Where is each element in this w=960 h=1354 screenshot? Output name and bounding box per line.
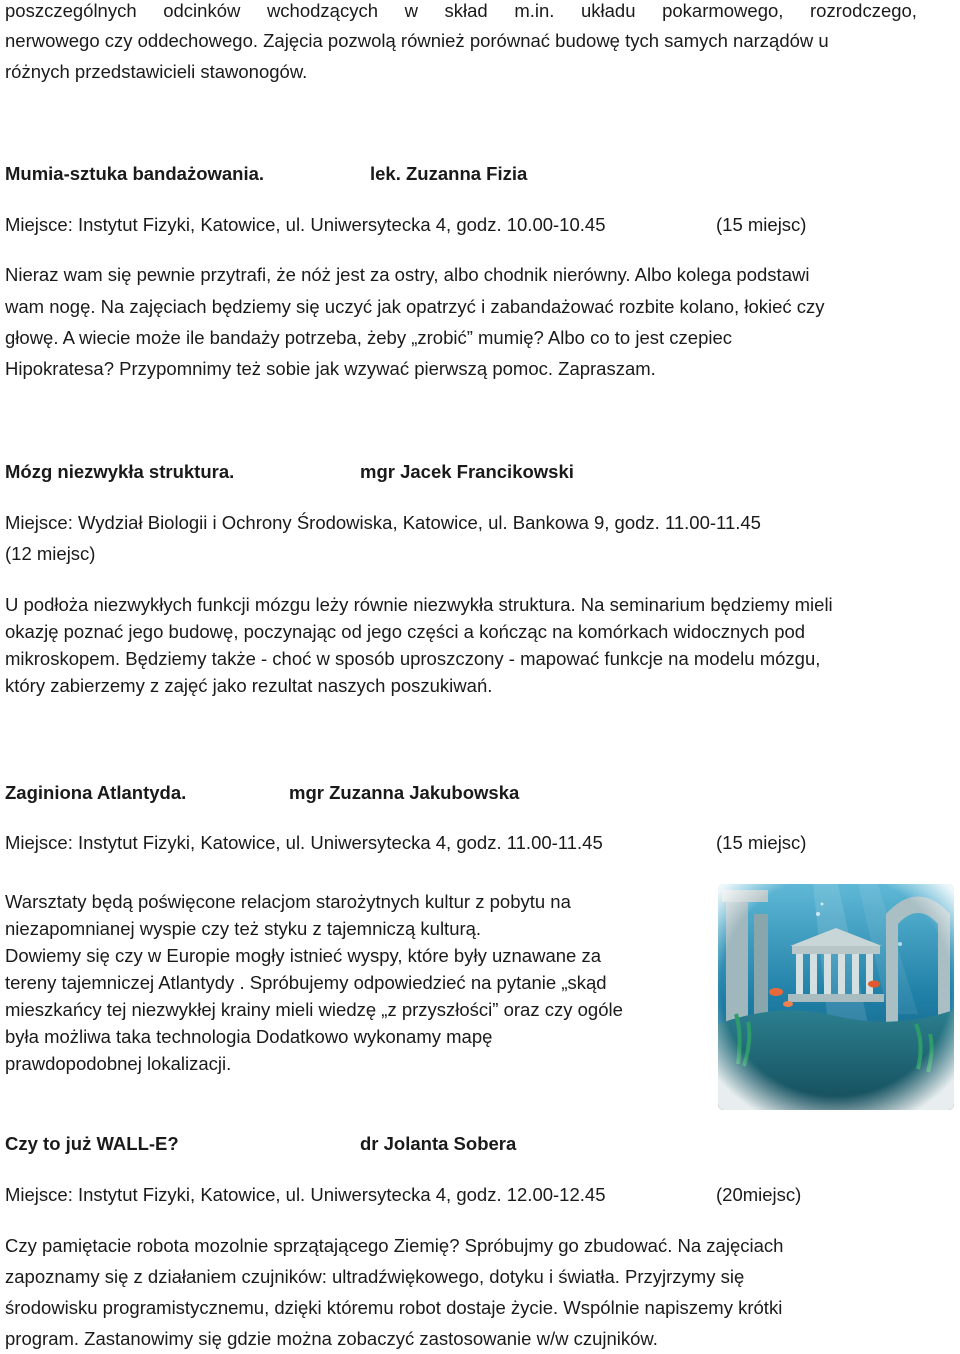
desc-line: głowę. A wiecie może ile bandaży potrzeba, żeby „zrobić” mumię? Albo co to jest czepiec — [5, 327, 733, 348]
workshop-title: Zaginiona Atlantyda. — [5, 782, 187, 803]
word: w — [404, 0, 418, 21]
desc-line: tereny tajemniczej Atlantydy . Spróbujemy odpowiedzieć na pytanie „skąd — [5, 972, 607, 993]
workshop-seats: (15 miejsc) — [716, 214, 807, 235]
intro-line-1 — [5, 0, 917, 22]
workshop-seats: (12 miejsc) — [5, 543, 96, 564]
desc-line: który zabierzemy z zajęć jako rezultat naszych poszukiwań. — [5, 675, 493, 696]
workshop-place: Miejsce: Instytut Fizyki, Katowice, ul. Uniwersytecka 4, godz. 12.00-12.45 — [5, 1184, 606, 1205]
underwater-temple-image — [718, 884, 954, 1110]
word: pokarmowego, — [662, 0, 784, 21]
workshop-lecturer: dr Jolanta Sobera — [360, 1133, 517, 1154]
workshop-seats: (15 miejsc) — [716, 832, 807, 853]
desc-line: Dowiemy się czy w Europie mogły istnieć wyspy, które były uznawane za — [5, 945, 601, 966]
desc-line: okazję poznać jego budowę, poczynając od jego części a kończąc na komórkach widocznych pod — [5, 621, 806, 642]
desc-line: środowisku programistycznemu, dzięki któremu robot dostaje życie. Wspólnie napiszemy krótki — [5, 1297, 783, 1318]
word: wchodzących — [266, 0, 378, 21]
atlantis-illustration — [718, 884, 954, 1110]
desc-line: Czy pamiętacie robota mozolnie sprzątającego Ziemię? Spróbujmy go zbudować. Na zajęciach — [5, 1235, 784, 1256]
word: poszczególnych — [5, 0, 137, 21]
word: m.in. — [514, 0, 555, 21]
desc-line: była możliwa taka technologia Dodatkowo wykonamy mapę — [5, 1026, 493, 1047]
desc-line: niezapomnianej wyspie czy też styku z tajemniczą kulturą. — [5, 918, 482, 939]
desc-line: wam nogę. Na zajęciach będziemy się uczyć jak opatrzyć i zabandażować rozbite kolano, łokieć czy — [5, 296, 825, 317]
desc-line: Nieraz wam się pewnie przytrafi, że nóż jest za ostry, albo chodnik nierówny. Albo kolega podstawi — [5, 264, 810, 285]
workshop-title: Mumia-sztuka bandażowania. — [5, 163, 265, 184]
desc-line: zapoznamy się z działaniem czujników: ultradźwiękowego, dotyku i światła. Przyjrzymy się — [5, 1266, 745, 1287]
desc-line: Hipokratesa? Przypomnimy też sobie jak wzywać pierwszą pomoc. Zapraszam. — [5, 358, 656, 379]
word: układu — [580, 0, 636, 21]
word: skład — [444, 0, 488, 21]
workshop-place: Miejsce: Instytut Fizyki, Katowice, ul. Uniwersytecka 4, godz. 10.00-10.45 — [5, 214, 606, 235]
desc-line: mieszkańcy tej niezwykłej krainy mieli wiedzę „z przyszłości” oraz czy ogóle — [5, 999, 623, 1020]
workshop-title: Mózg niezwykła struktura. — [5, 461, 235, 482]
workshop-place: Miejsce: Wydział Biologii i Ochrony Środowiska, Katowice, ul. Bankowa 9, godz. 11.00-11.45 — [5, 512, 761, 533]
desc-line: program. Zastanowimy się gdzie można zobaczyć zastosowanie w/w czujników. — [5, 1328, 658, 1349]
workshop-lecturer: mgr Jacek Francikowski — [360, 461, 574, 482]
desc-line: U podłoża niezwykłych funkcji mózgu leży równie niezwykła struktura. Na seminarium będziemy mieli — [5, 594, 833, 615]
word: odcinków — [163, 0, 241, 21]
workshop-lecturer: lek. Zuzanna Fizia — [370, 163, 528, 184]
word: rozrodczego, — [810, 0, 917, 21]
workshop-place: Miejsce: Instytut Fizyki, Katowice, ul. Uniwersytecka 4, godz. 11.00-11.45 — [5, 832, 603, 853]
intro-line-2: nerwowego czy oddechowego. Zajęcia pozwolą również porównać budowę tych samych narządów u — [5, 30, 829, 51]
workshop-title: Czy to już WALL-E? — [5, 1133, 179, 1154]
workshop-seats: (20miejsc) — [716, 1184, 802, 1205]
desc-line: mikroskopem. Będziemy także - choć w sposób uproszczony - mapować funkcje na modelu mózgu, — [5, 648, 821, 669]
desc-line: Warsztaty będą poświęcone relacjom starożytnych kultur z pobytu na — [5, 891, 571, 912]
intro-line-3: różnych przedstawicieli stawonogów. — [5, 61, 308, 82]
workshop-lecturer: mgr Zuzanna Jakubowska — [289, 782, 520, 803]
desc-line: prawdopodobnej lokalizacji. — [5, 1053, 232, 1074]
